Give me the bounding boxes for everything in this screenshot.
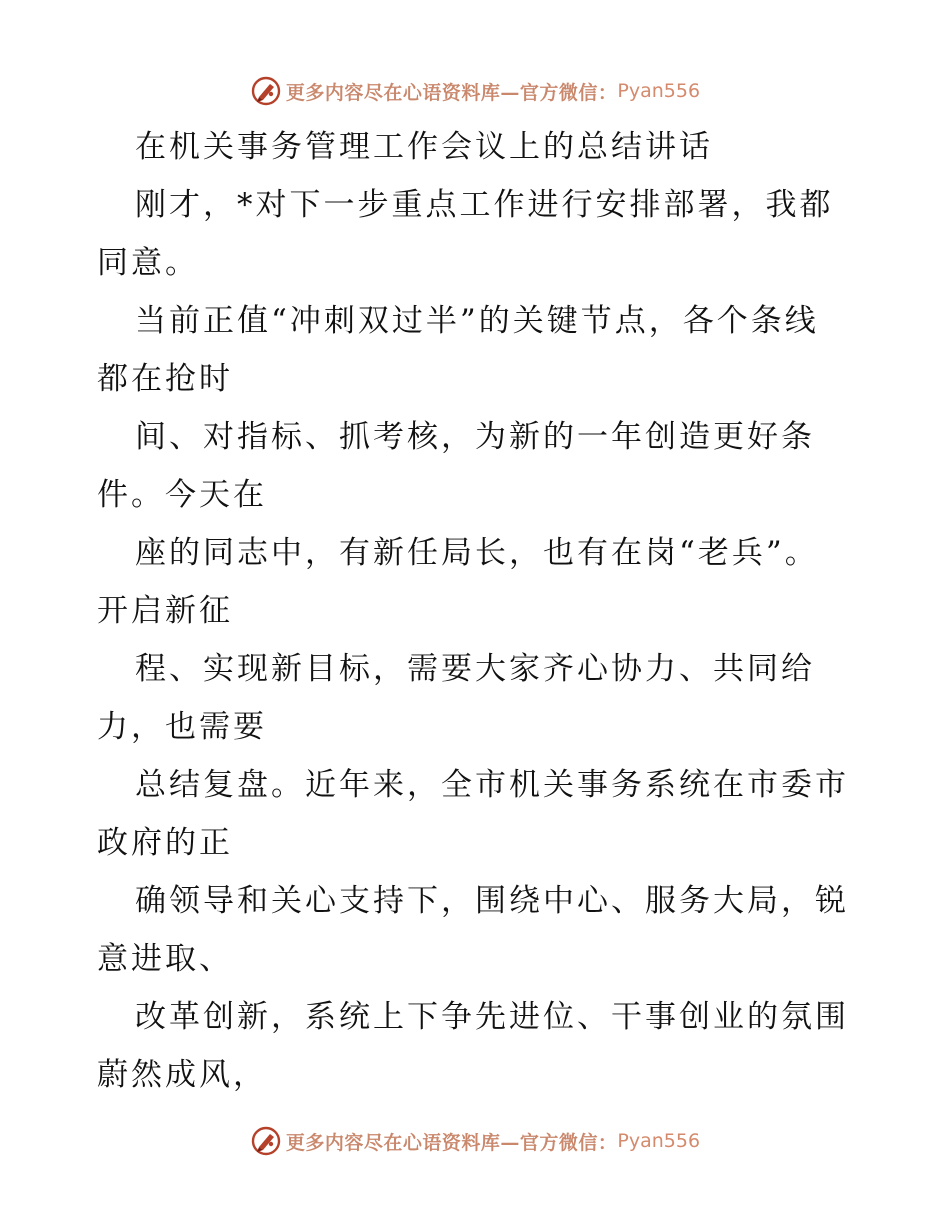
paragraph-line: 蔚然成风， <box>97 1057 267 1093</box>
document-title: 在机关事务管理工作会议上的总结讲话 <box>135 129 713 165</box>
paragraph-line: 改革创新，系统上下争先进位、干事创业的氛围 <box>135 999 849 1035</box>
paragraph-line: 力，也需要 <box>97 709 267 745</box>
paragraph-line: 间、对指标、抓考核，为新的一年创造更好条 <box>135 419 815 455</box>
header-banner-wechat-id: Pyan556 <box>617 80 701 102</box>
document-body <box>97 118 857 1104</box>
paragraph-line: 意进取、 <box>97 941 233 977</box>
footer-banner <box>0 1121 950 1161</box>
footer-banner-text: 更多内容尽在心语资料库—官方微信： <box>285 1131 618 1154</box>
paragraph-line: 同意。 <box>97 245 199 281</box>
paragraph-line: 都在抢时 <box>97 361 233 397</box>
paragraph-line: 确领导和关心支持下，围绕中心、服务大局，锐 <box>135 883 849 919</box>
paragraph-line: 件。今天在 <box>97 477 267 513</box>
red-pen-seal-icon <box>250 1125 282 1157</box>
paragraph-line: 刚才，*对下一步重点工作进行安排部署，我都 <box>135 187 834 223</box>
paragraph-line: 总结复盘。近年来，全市机关事务系统在市委市 <box>135 767 849 803</box>
paragraph-line: 程、实现新目标，需要大家齐心协力、共同给 <box>135 651 815 687</box>
paragraph-line: 政府的正 <box>97 825 233 861</box>
paragraph-line: 座的同志中，有新任局长，也有在岗“老兵”。 <box>135 535 819 571</box>
red-pen-seal-icon <box>250 75 282 107</box>
header-banner-text: 更多内容尽在心语资料库—官方微信： <box>285 81 618 104</box>
header-banner <box>0 71 950 111</box>
paragraph-line: 开启新征 <box>97 593 233 629</box>
footer-banner-wechat-id: Pyan556 <box>617 1130 701 1152</box>
paragraph-line: 当前正值“冲刺双过半”的关键节点，各个条线 <box>135 303 819 339</box>
